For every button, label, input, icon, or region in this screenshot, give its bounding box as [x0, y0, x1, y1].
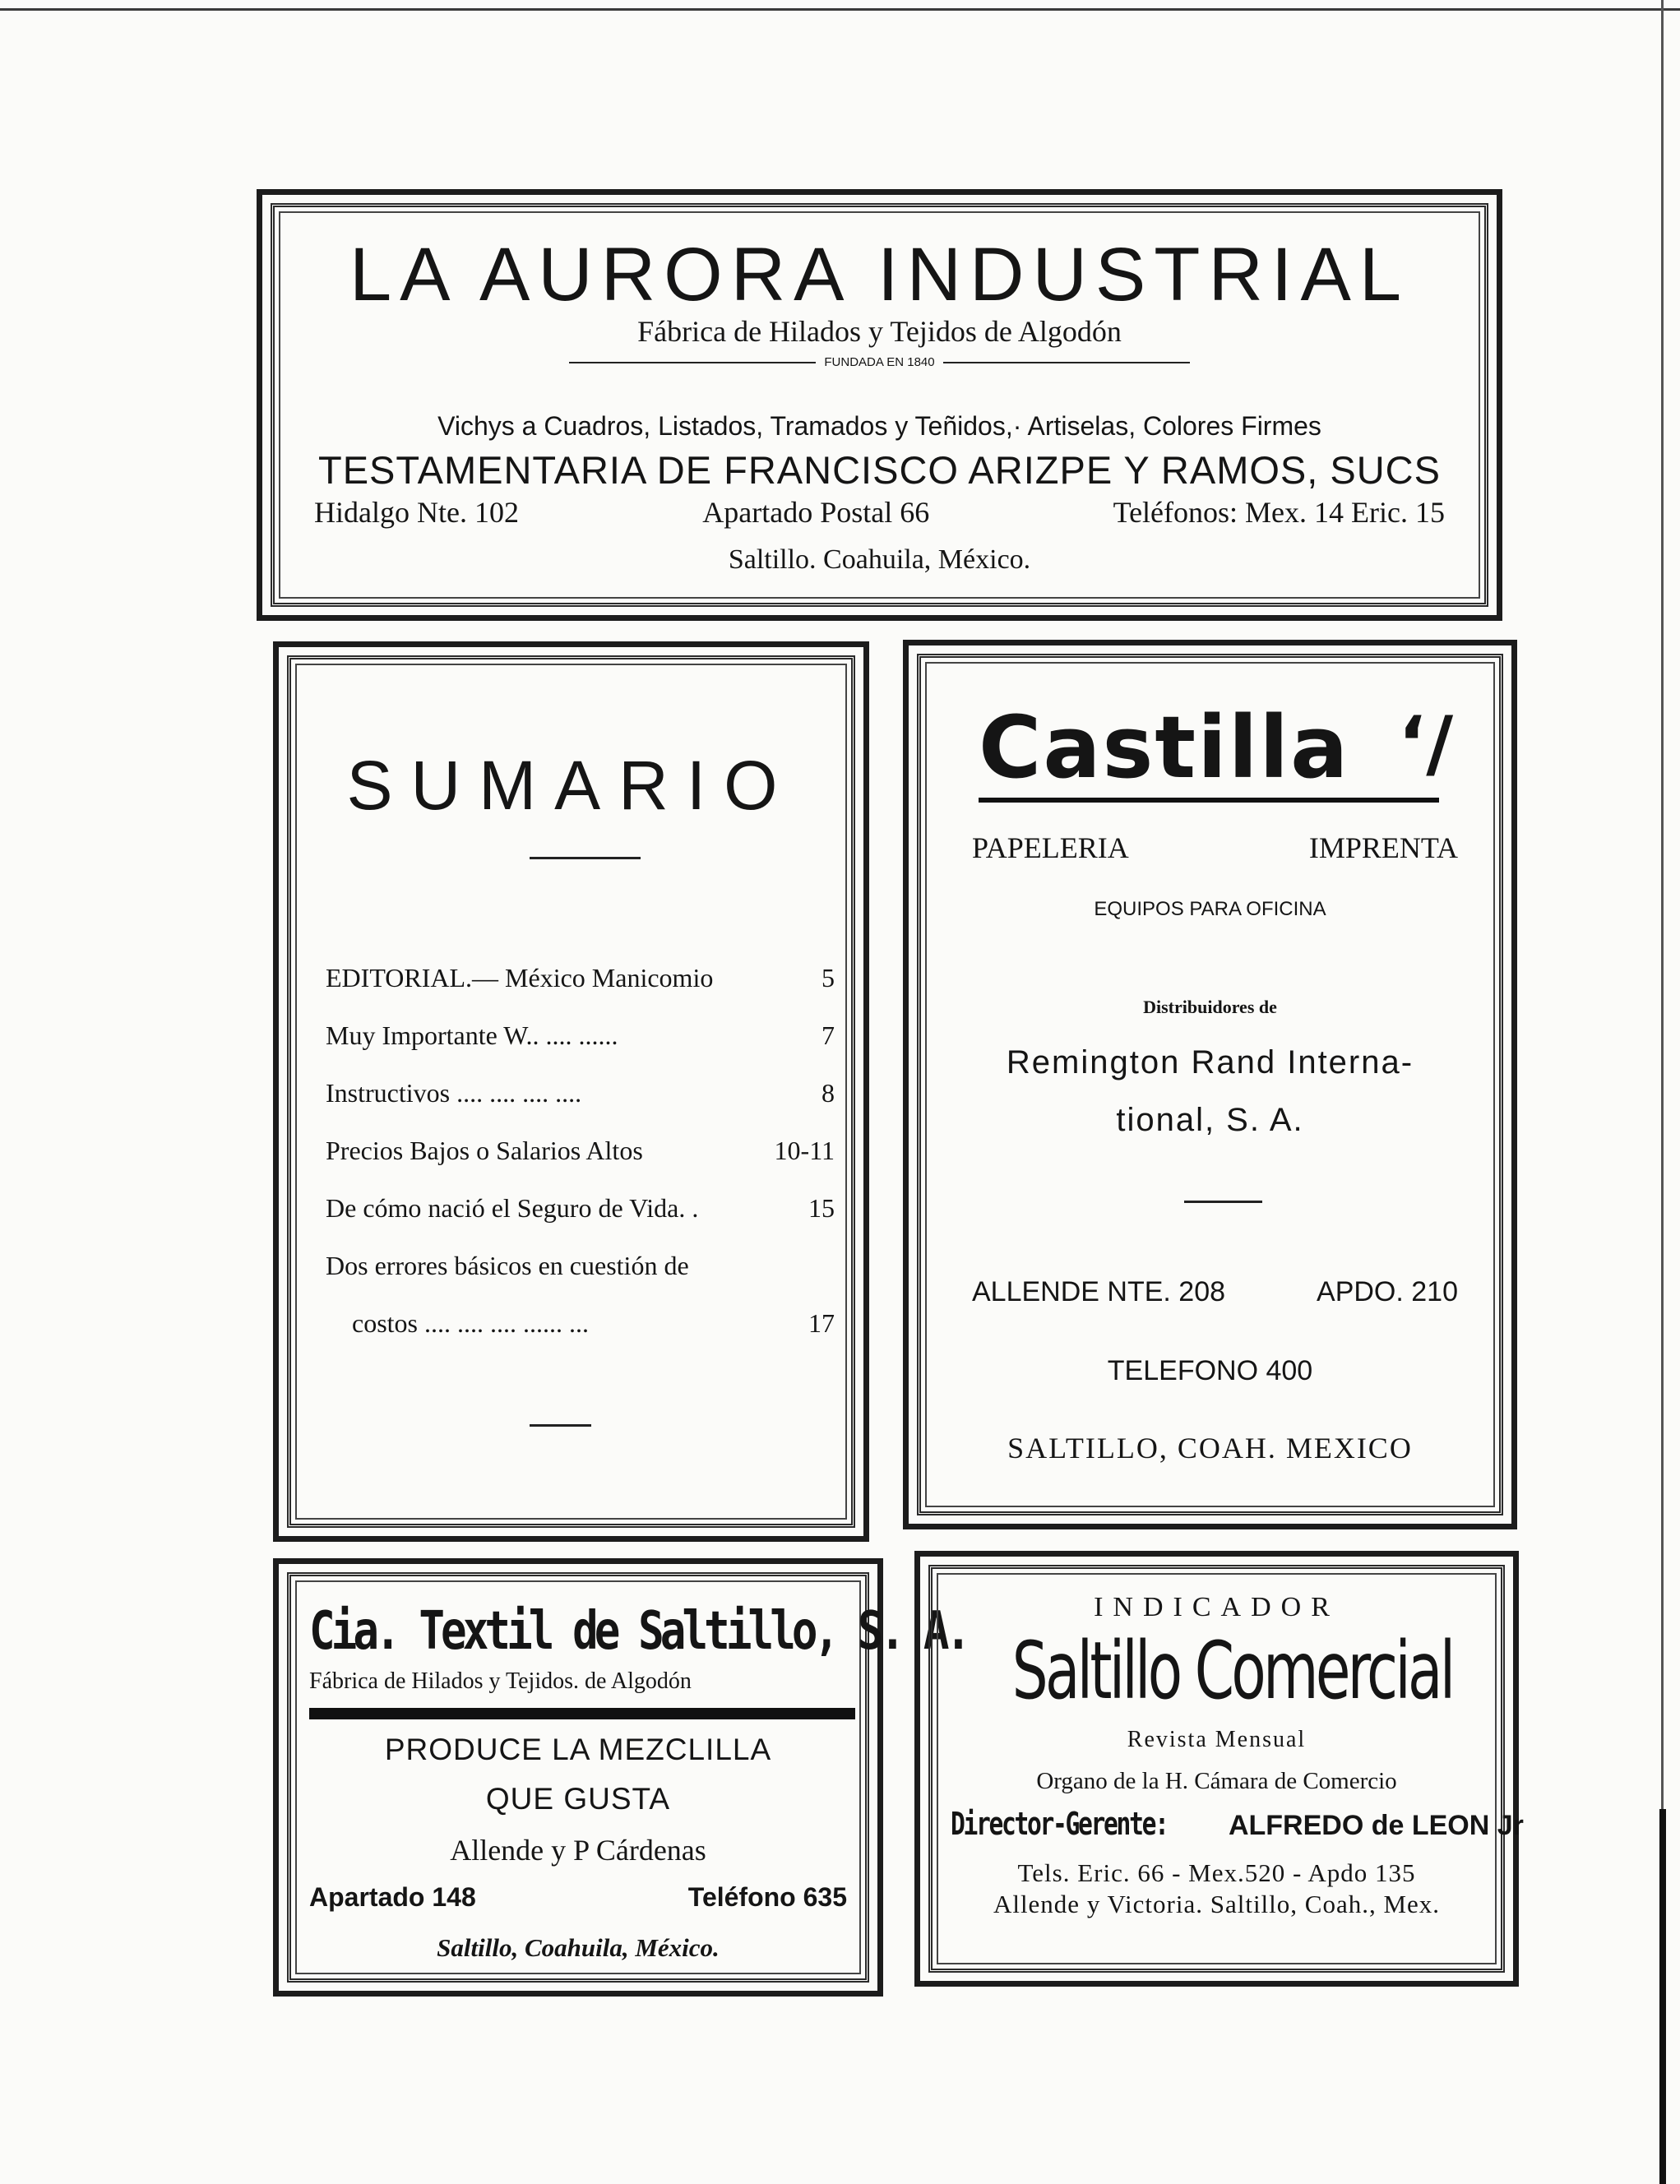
indicador-address: Allende y Victoria. Saltillo, Coah., Mex. — [993, 1890, 1441, 1918]
toc-entry-title: Precios Bajos o Salarios Altos — [326, 1135, 643, 1165]
aurora-po-box: Apartado Postal 66 — [702, 496, 930, 529]
aurora-founded-text: FUNDADA EN 1840 — [824, 355, 935, 369]
castilla-name: Castilla — [979, 697, 1350, 798]
aurora-phones: Teléfonos: Mex. 14 Eric. 15 — [1113, 496, 1445, 529]
textil-telefono: Teléfono 635 — [687, 1882, 847, 1912]
aurora-address: Hidalgo Nte. 102 — [314, 496, 519, 529]
castilla-papeleria: PAPELERIA — [972, 831, 1129, 864]
toc-entry[interactable] — [326, 1294, 835, 1352]
toc-entry[interactable] — [326, 1237, 835, 1294]
textil-contact-row — [309, 1882, 847, 1913]
sumario-rule-top — [530, 857, 641, 859]
castilla-address-row — [972, 1276, 1458, 1308]
toc-entry-page: 10-11 — [774, 1135, 835, 1165]
toc-entry[interactable] — [326, 1179, 835, 1237]
ad-indicador-saltillo-comercial — [914, 1551, 1524, 1987]
aurora-products: Vichys a Cuadros, Listados, Tramados y Teñidos,· Artiselas, Colores Firmes — [437, 411, 1321, 441]
page-edge-shadow — [1659, 1809, 1666, 2184]
castilla-telefono: TELEFONO 400 — [1107, 1355, 1313, 1386]
indicador-frame — [928, 1565, 1524, 1973]
sumario-frame — [287, 655, 855, 1528]
aurora-city: Saltillo. Coahuila, México. — [728, 544, 1031, 575]
toc-entry-page: 8 — [821, 1077, 835, 1108]
textil-title: Cia. Textil de Saltillo, S. A. — [309, 1601, 968, 1662]
textil-apartado: Apartado 148 — [309, 1882, 476, 1912]
aurora-subtitle: Fábrica de Hilados y Tejidos de Algodón — [637, 315, 1122, 348]
ad-castilla — [903, 640, 1517, 1529]
castilla-address: ALLENDE NTE. 208 — [972, 1276, 1226, 1307]
castilla-remington-line2: tional, S. A. — [1116, 1102, 1304, 1138]
table-of-contents — [326, 949, 835, 1352]
toc-entry-title: Instructivos .... .... .... .... — [326, 1077, 582, 1108]
aurora-title: LA AURORA INDUSTRIAL — [349, 233, 1409, 317]
sumario-title: SUMARIO — [346, 747, 796, 824]
toc-entry-title: costos .... .... .... ...... ... — [352, 1307, 589, 1338]
aurora-founded — [275, 355, 1484, 369]
textil-line1: PRODUCE LA MEZCLILLA — [384, 1733, 772, 1766]
toc-entry-page: 7 — [821, 1020, 835, 1050]
indicador-director-label: Director-Gerente: — [951, 1806, 1168, 1842]
toc-entry-page: 15 — [808, 1192, 835, 1223]
textil-frame — [287, 1572, 968, 1983]
toc-entry[interactable] — [326, 1006, 835, 1064]
aurora-contact-row — [314, 495, 1445, 530]
indicador-organo: Organo de la H. Cámara de Comercio — [1036, 1768, 1397, 1794]
ad-cia-textil — [273, 1558, 968, 1997]
indicador-title: Saltillo Comercial — [1011, 1625, 1453, 1717]
toc-entry[interactable] — [326, 1064, 835, 1122]
castilla-services — [972, 831, 1458, 865]
ad-aurora-frame — [271, 203, 1488, 607]
castilla-apdo: APDO. 210 — [1317, 1276, 1458, 1307]
castilla-distribuidores: Distribuidores de — [1143, 997, 1277, 1017]
castilla-equipos: EQUIPOS PARA OFICINA — [1094, 898, 1326, 920]
textil-city: Saltillo, Coahuila, México. — [437, 1933, 720, 1962]
toc-entry-page: 5 — [821, 962, 835, 993]
sumario-rule-bottom — [530, 1424, 591, 1427]
toc-entry-title: EDITORIAL.— México Manicomio — [326, 962, 714, 993]
textil-line2: QUE GUSTA — [485, 1782, 671, 1816]
indicador-phones: Tels. Eric. 66 - Mex.520 - Apdo 135 — [1017, 1858, 1416, 1887]
textil-subtitle: Fábrica de Hilados y Tejidos. de Algodón — [309, 1668, 692, 1694]
indicador-director-name: ALFREDO de LEON Jr — [1228, 1810, 1524, 1841]
castilla-underline — [979, 798, 1439, 803]
textil-line3: Allende y P Cárdenas — [450, 1834, 706, 1867]
aurora-firm: TESTAMENTARIA DE FRANCISCO ARIZPE Y RAMOS, SUCS — [318, 448, 1441, 492]
sumario-box — [273, 641, 869, 1542]
castilla-frame — [917, 654, 1503, 1515]
toc-entry-title: Muy Importante W.. .... ...... — [326, 1020, 618, 1050]
toc-entry-title: Dos errores básicos en cuestión de — [326, 1250, 689, 1280]
castilla-rule — [1184, 1201, 1262, 1203]
textil-bar — [309, 1708, 855, 1719]
toc-entry-page: 17 — [808, 1307, 835, 1338]
page-edge-top — [0, 8, 1680, 11]
castilla-logo-icon: ‘/ — [1398, 701, 1454, 787]
indicador-revista: Revista Mensual — [1127, 1727, 1307, 1752]
castilla-imprenta: IMPRENTA — [1308, 831, 1458, 864]
toc-entry[interactable] — [326, 949, 835, 1006]
indicador-director-row — [951, 1806, 1524, 1842]
castilla-city: SALTILLO, COAH. MEXICO — [1007, 1432, 1413, 1464]
castilla-remington-line1: Remington Rand Interna- — [1006, 1044, 1414, 1080]
ad-aurora-industrial — [257, 189, 1502, 621]
indicador-top: INDICADOR — [1094, 1592, 1340, 1622]
toc-entry-title: De cómo nació el Seguro de Vida. . — [326, 1192, 699, 1223]
toc-entry[interactable] — [326, 1122, 835, 1179]
